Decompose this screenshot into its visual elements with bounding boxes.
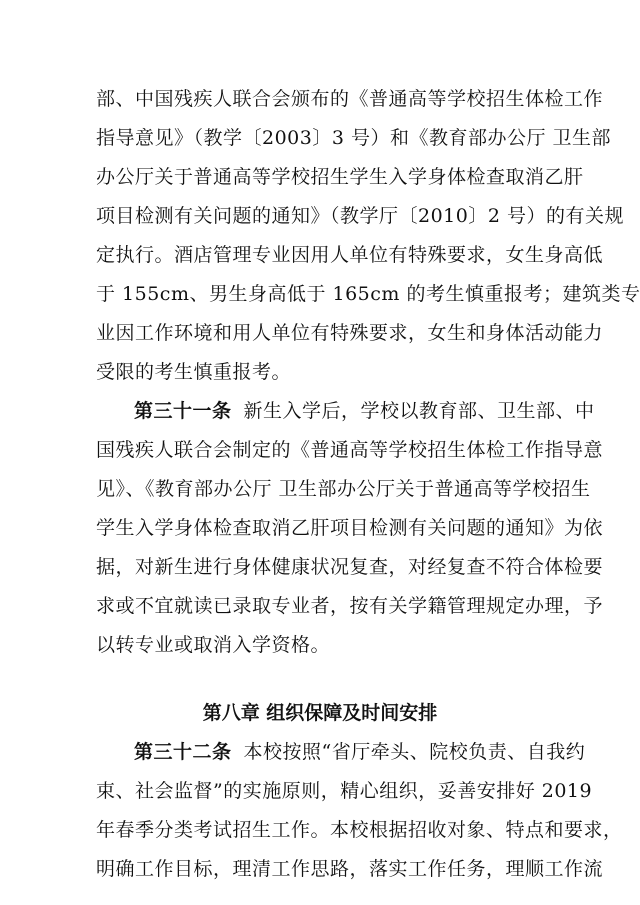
paragraph-line: 办公厅关于普通高等学校招生学生入学身体检查取消乙肝 (96, 166, 584, 188)
paragraph-line: 学生入学身体检查取消乙肝项目检测有关问题的通知》为依 (96, 517, 604, 539)
article-32-text: 本校按照“省厅牵头、院校负责、自我约 (243, 741, 586, 763)
paragraph-line: 受限的考生慎重报考。 (96, 361, 292, 383)
paragraph-line: 见》、《教育部办公厅 卫生部办公厅关于普通高等学校招生 (96, 478, 591, 500)
article-32-label: 第三十二条 (134, 741, 232, 763)
paragraph-line: 以转专业或取消入学资格。 (96, 634, 331, 656)
paragraph-line: 束、社会监督”的实施原则，精心组织，妥善安排好 2019 (96, 780, 593, 802)
paragraph-line: 部、中国残疾人联合会颁布的《普通高等学校招生体检工作 (96, 88, 604, 110)
paragraph-line: 国残疾人联合会制定的《普通高等学校招生体检工作指导意 (96, 439, 604, 461)
paragraph-line: 定执行。酒店管理专业因用人单位有特殊要求，女生身高低 (96, 244, 604, 266)
paragraph-line: 求或不宜就读已录取专业者，按有关学籍管理规定办理，予 (96, 595, 604, 617)
article-31-first-line (134, 398, 595, 424)
paragraph-line: 于 155cm、男生身高低于 165cm 的考生慎重报考；建筑类专 (96, 283, 640, 305)
paragraph-line: 明确工作目标，理清工作思路，落实工作任务，理顺工作流 (96, 858, 604, 880)
article-31-text: 新生入学后，学校以教育部、卫生部、中 (243, 400, 595, 422)
chapter-heading: 第八章 组织保障及时间安排 (202, 702, 438, 724)
paragraph-line: 指导意见》（教学〔2003〕3 号）和《教育部办公厅 卫生部 (96, 127, 612, 149)
article-31-label: 第三十一条 (134, 400, 232, 422)
article-32-first-line (134, 739, 586, 765)
paragraph-line: 项目检测有关问题的通知》（教学厅〔2010〕2 号）的有关规 (96, 205, 624, 227)
paragraph-line: 年春季分类考试招生工作。本校根据招收对象、特点和要求， (96, 819, 623, 841)
paragraph-line: 业因工作环境和用人单位有特殊要求，女生和身体活动能力 (96, 322, 604, 344)
paragraph-line: 据，对新生进行身体健康状况复查，对经复查不符合体检要 (96, 556, 604, 578)
